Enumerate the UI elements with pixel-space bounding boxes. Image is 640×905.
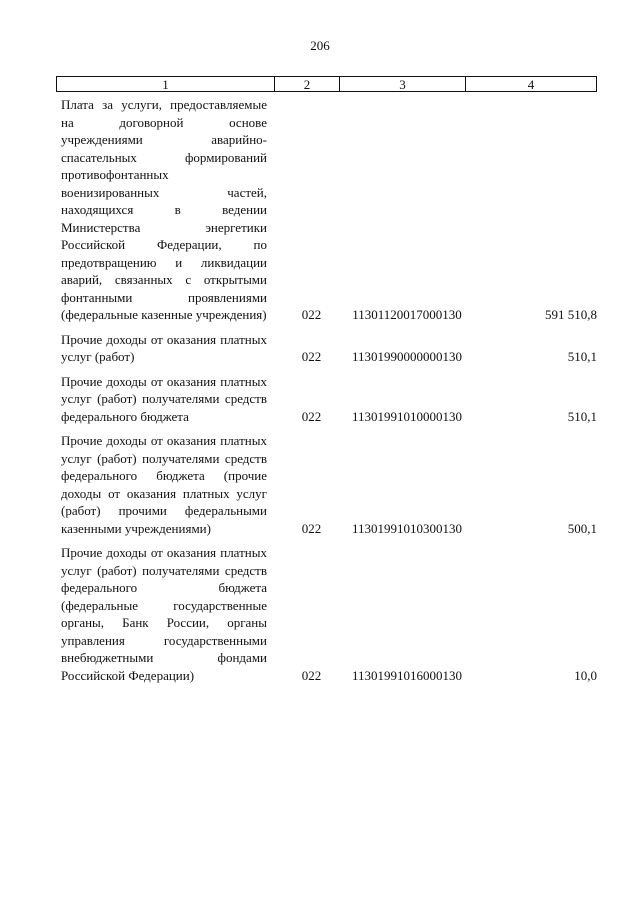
column-header-4: 4	[527, 77, 535, 92]
row-kbk-code: 11301991016000130	[351, 667, 463, 683]
table-row	[56, 544, 597, 684]
row-admin-code: 022	[301, 349, 322, 364]
row-amount: 510,1	[567, 349, 597, 364]
table-row	[56, 432, 597, 537]
row-admin-code: 022	[301, 520, 322, 536]
row-description: Прочие доходы от оказания платных услуг (работ) получателями средств федерального бюджета	[61, 373, 267, 424]
table-row	[56, 373, 597, 426]
table-row	[56, 96, 597, 324]
row-amount: 510,1	[567, 408, 597, 424]
row-kbk-code: 11301991010000130	[351, 408, 463, 424]
table-body	[56, 96, 597, 691]
row-description: Плата за услуги, предоставляемые на договорной основе учреждениями аварийно-спасательных формирований противофонтанных военизированных частей, находящихся в ведении Министерства энергетики Российской Федерации, по предотвращению и ликвидации аварий, связанных с открытыми фонтанными проявлениями (федеральные казенные учреждения)	[61, 97, 267, 322]
row-kbk-code: 11301120017000130	[352, 307, 462, 322]
table-row	[56, 331, 597, 366]
row-amount: 10,0	[574, 667, 597, 683]
row-admin-code: 022	[301, 667, 322, 683]
row-amount: 591 510,8	[545, 307, 597, 322]
row-kbk-code: 11301990000000130	[351, 349, 463, 364]
page-number: 206	[310, 38, 330, 53]
column-header-2: 2	[275, 77, 340, 91]
row-amount: 500,1	[567, 520, 597, 536]
row-description: Прочие доходы от оказания платных услуг (работ) получателями средств федерального бюджета (федеральные государственные органы, Банк России, органы управления государственными внебюджетными фондами Российской Федерации)	[61, 545, 267, 683]
row-description: Прочие доходы от оказания платных услуг (работ) получателями средств федерального бюджета (прочие доходы от оказания платных услуг (работ) прочими федеральными казенными учреждениями)	[61, 433, 267, 536]
row-admin-code: 022	[301, 307, 322, 322]
row-admin-code: 022	[301, 408, 322, 424]
row-kbk-code: 11301991010300130	[351, 520, 463, 536]
row-description: Прочие доходы от оказания платных услуг (работ)	[61, 331, 267, 364]
column-header-1: 1	[57, 77, 275, 91]
column-header-3: 3	[340, 77, 466, 91]
table-header-row	[56, 76, 597, 92]
